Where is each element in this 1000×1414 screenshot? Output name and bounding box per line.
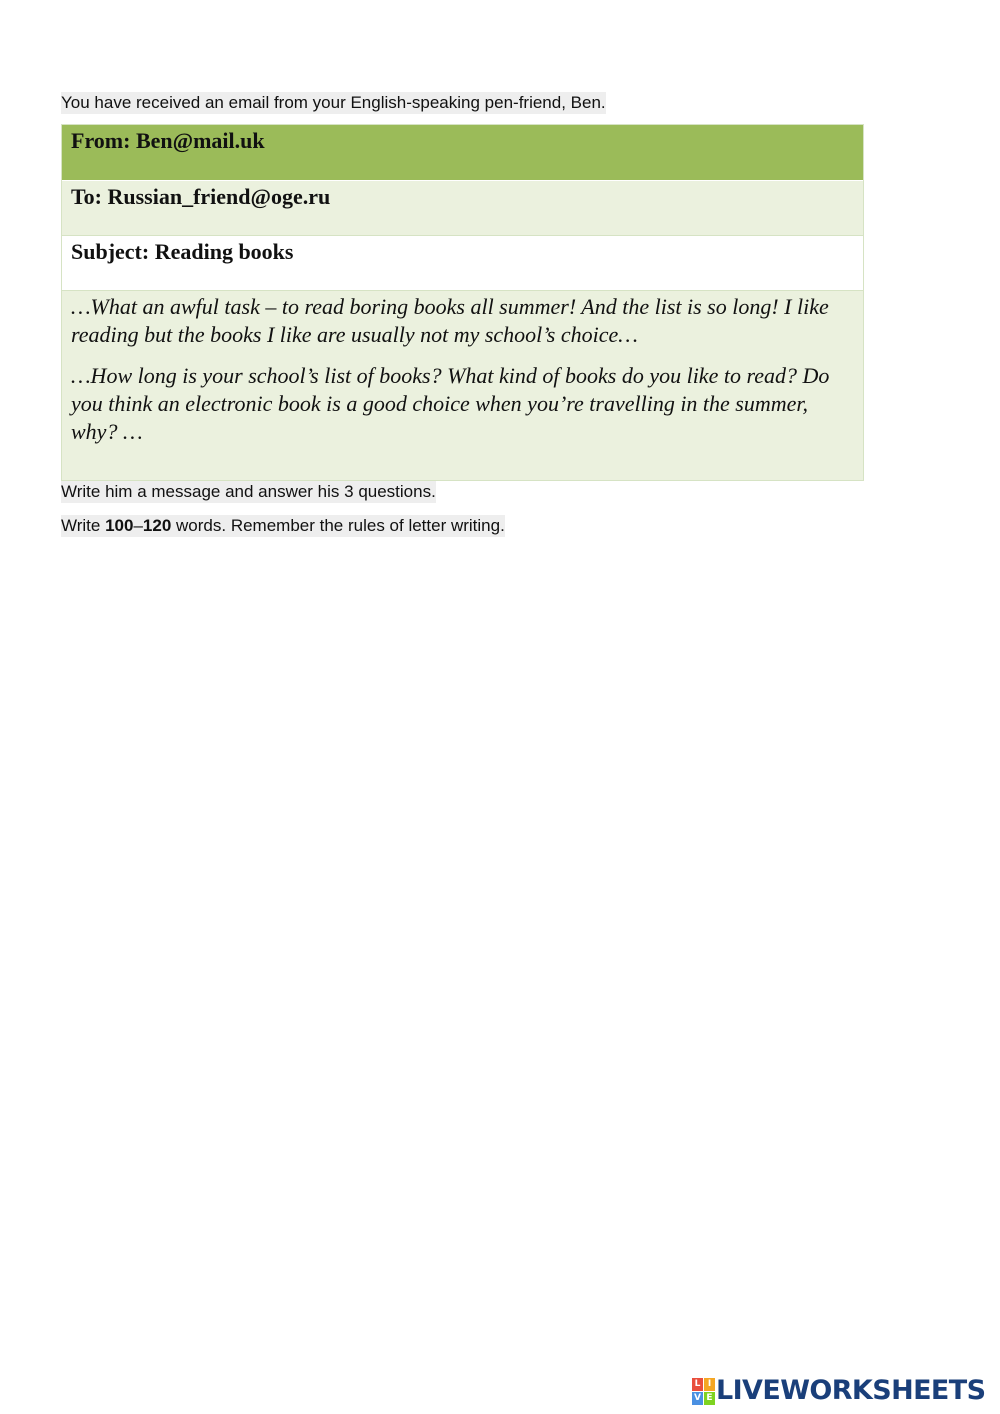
word-count-suffix: words. Remember the rules of letter writing. [171, 516, 505, 535]
word-count-instruction [61, 515, 505, 537]
email-subject: Subject: Reading books [62, 235, 863, 290]
email-paragraph-2: …How long is your school’s list of books? What kind of books do you like to read? Do you think an electronic book is a good choice when you’re travelling in the summer, why? … [71, 363, 830, 444]
task-instruction: Write him a message and answer his 3 questions. [61, 482, 436, 501]
logo-tile-l: L [692, 1378, 703, 1391]
word-count-prefix: Write [61, 516, 106, 535]
liveworksheets-logo-icon [692, 1378, 714, 1404]
word-count-min: 100 [105, 516, 134, 535]
email-card [61, 124, 864, 481]
logo-tile-i: I [704, 1378, 715, 1391]
liveworksheets-logo [692, 1375, 985, 1406]
email-body [62, 290, 863, 480]
word-count-dash: – [133, 516, 143, 535]
word-count-max: 120 [142, 516, 172, 535]
email-from: From: Ben@mail.uk [62, 125, 863, 180]
intro-text: You have received an email from your English-speaking pen-friend, Ben. [61, 93, 606, 112]
logo-tile-e: E [704, 1392, 715, 1405]
logo-tile-v: V [692, 1392, 703, 1405]
email-to: To: Russian_friend@oge.ru [62, 180, 863, 235]
liveworksheets-logo-text: LIVEWORKSHEETS [716, 1375, 986, 1406]
email-paragraph-1: …What an awful task – to read boring books all summer! And the list is so long! I like reading but the books I like are usually not my school’s choice… [71, 294, 829, 347]
